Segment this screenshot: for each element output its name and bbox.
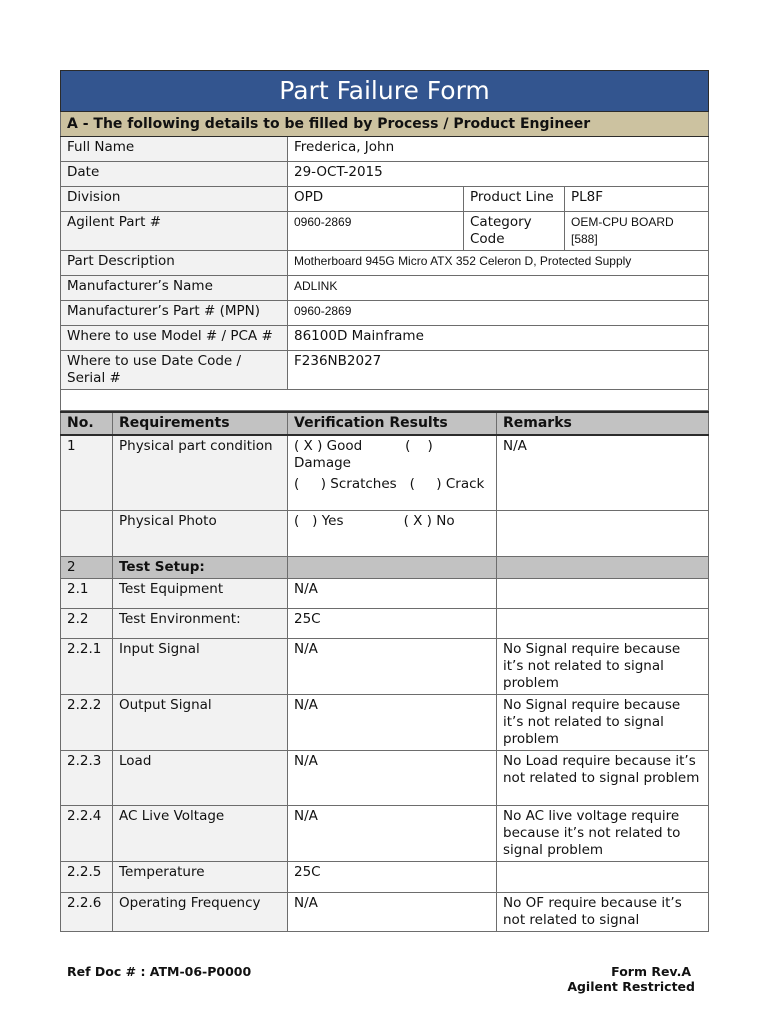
row-1-requirement: Physical part condition: [113, 435, 288, 510]
datecode-label: Where to use Date Code / Serial #: [61, 351, 288, 390]
photo-remarks: [497, 510, 709, 556]
row-verification: N/A: [288, 750, 497, 805]
product-line-label: Product Line: [464, 187, 565, 212]
row-no: 2.2.2: [61, 694, 113, 750]
table-row: [61, 892, 709, 931]
row-no: 2.2.1: [61, 638, 113, 694]
datecode-value: F236NB2027: [288, 351, 709, 390]
model-value: 86100D Mainframe: [288, 326, 709, 351]
full-name-value: Frederica, John: [288, 137, 709, 162]
row-remarks: No Signal require because it’s not related to signal problem: [497, 638, 709, 694]
row-requirement: Test Equipment: [113, 578, 288, 608]
test-setup-remarks: [497, 556, 709, 578]
full-name-label: Full Name: [61, 137, 288, 162]
table-row: [61, 694, 709, 750]
row-no: 2.2: [61, 608, 113, 638]
row-requirement: Test Environment:: [113, 608, 288, 638]
row-no: 2.2.6: [61, 892, 113, 931]
description-value: Motherboard 945G Micro ATX 352 Celeron D, Protected Supply: [288, 251, 709, 276]
row-remarks: No Signal require because it’s not related to signal problem: [497, 694, 709, 750]
photo-requirement: Physical Photo: [113, 510, 288, 556]
row-remarks: [497, 608, 709, 638]
row-no: 2.1: [61, 578, 113, 608]
form-rev: Form Rev.A: [611, 964, 691, 979]
row-remarks: [497, 861, 709, 892]
photo-no: [61, 510, 113, 556]
table-row: [61, 608, 709, 638]
table-row: [61, 861, 709, 892]
test-setup-no: 2: [61, 556, 113, 578]
date-label: Date: [61, 162, 288, 187]
row-verification: N/A: [288, 892, 497, 931]
date-value: 29-OCT-2015: [288, 162, 709, 187]
row-remarks: No OF require because it’s not related to signal: [497, 892, 709, 931]
category-label: Category Code: [464, 212, 565, 251]
row-requirement: Operating Frequency: [113, 892, 288, 931]
row-requirement: Temperature: [113, 861, 288, 892]
section-a-heading: A - The following details to be filled by Process / Product Engineer: [61, 112, 709, 137]
row-requirement: Output Signal: [113, 694, 288, 750]
photo-verification[interactable]: ( ) Yes ( X ) No: [288, 510, 497, 556]
requirements-table: [60, 411, 709, 932]
condition-checkboxes-2[interactable]: ( ) Scratches ( ) Crack: [294, 476, 485, 492]
details-table: [60, 70, 709, 411]
division-value: OPD: [288, 187, 464, 212]
manufacturer-value: ADLINK: [288, 276, 709, 301]
row-verification: 25C: [288, 608, 497, 638]
row-verification: N/A: [288, 638, 497, 694]
row-1-remarks: N/A: [497, 435, 709, 510]
row-remarks: No AC live voltage require because it’s not related to signal problem: [497, 805, 709, 861]
footer-right: [495, 964, 695, 994]
restricted-label: Agilent Restricted: [567, 979, 695, 994]
category-value: OEM-CPU BOARD [588]: [565, 212, 709, 251]
part-label: Agilent Part #: [61, 212, 288, 251]
mpn-label: Manufacturer’s Part # (MPN): [61, 301, 288, 326]
table-row: [61, 805, 709, 861]
spacer-row: [61, 390, 709, 411]
row-requirement: AC Live Voltage: [113, 805, 288, 861]
row-requirement: Load: [113, 750, 288, 805]
header-remarks: Remarks: [497, 412, 709, 435]
description-label: Part Description: [61, 251, 288, 276]
part-failure-form: [60, 70, 708, 932]
header-requirements: Requirements: [113, 412, 288, 435]
row-verification: N/A: [288, 805, 497, 861]
row-remarks: [497, 578, 709, 608]
test-setup-label: Test Setup:: [113, 556, 288, 578]
row-verification: 25C: [288, 861, 497, 892]
header-verification: Verification Results: [288, 412, 497, 435]
manufacturer-label: Manufacturer’s Name: [61, 276, 288, 301]
model-label: Where to use Model # / PCA #: [61, 326, 288, 351]
table-row: [61, 638, 709, 694]
table-row: [61, 750, 709, 805]
header-no: No.: [61, 412, 113, 435]
row-verification: N/A: [288, 578, 497, 608]
row-no: 2.2.3: [61, 750, 113, 805]
form-title: Part Failure Form: [61, 71, 709, 112]
row-1-verification: [288, 435, 497, 510]
division-label: Division: [61, 187, 288, 212]
row-remarks: No Load require because it’s not related to signal problem: [497, 750, 709, 805]
row-verification: N/A: [288, 694, 497, 750]
mpn-value: 0960-2869: [288, 301, 709, 326]
test-setup-verification: [288, 556, 497, 578]
row-1-no: 1: [61, 435, 113, 510]
row-no: 2.2.4: [61, 805, 113, 861]
ref-doc: Ref Doc # : ATM-06-P0000: [67, 964, 252, 979]
row-no: 2.2.5: [61, 861, 113, 892]
condition-checkboxes-1[interactable]: ( X ) Good ( ) Damage: [294, 438, 438, 471]
table-row: [61, 578, 709, 608]
row-requirement: Input Signal: [113, 638, 288, 694]
product-line-value: PL8F: [565, 187, 709, 212]
part-value: 0960-2869: [288, 212, 464, 251]
